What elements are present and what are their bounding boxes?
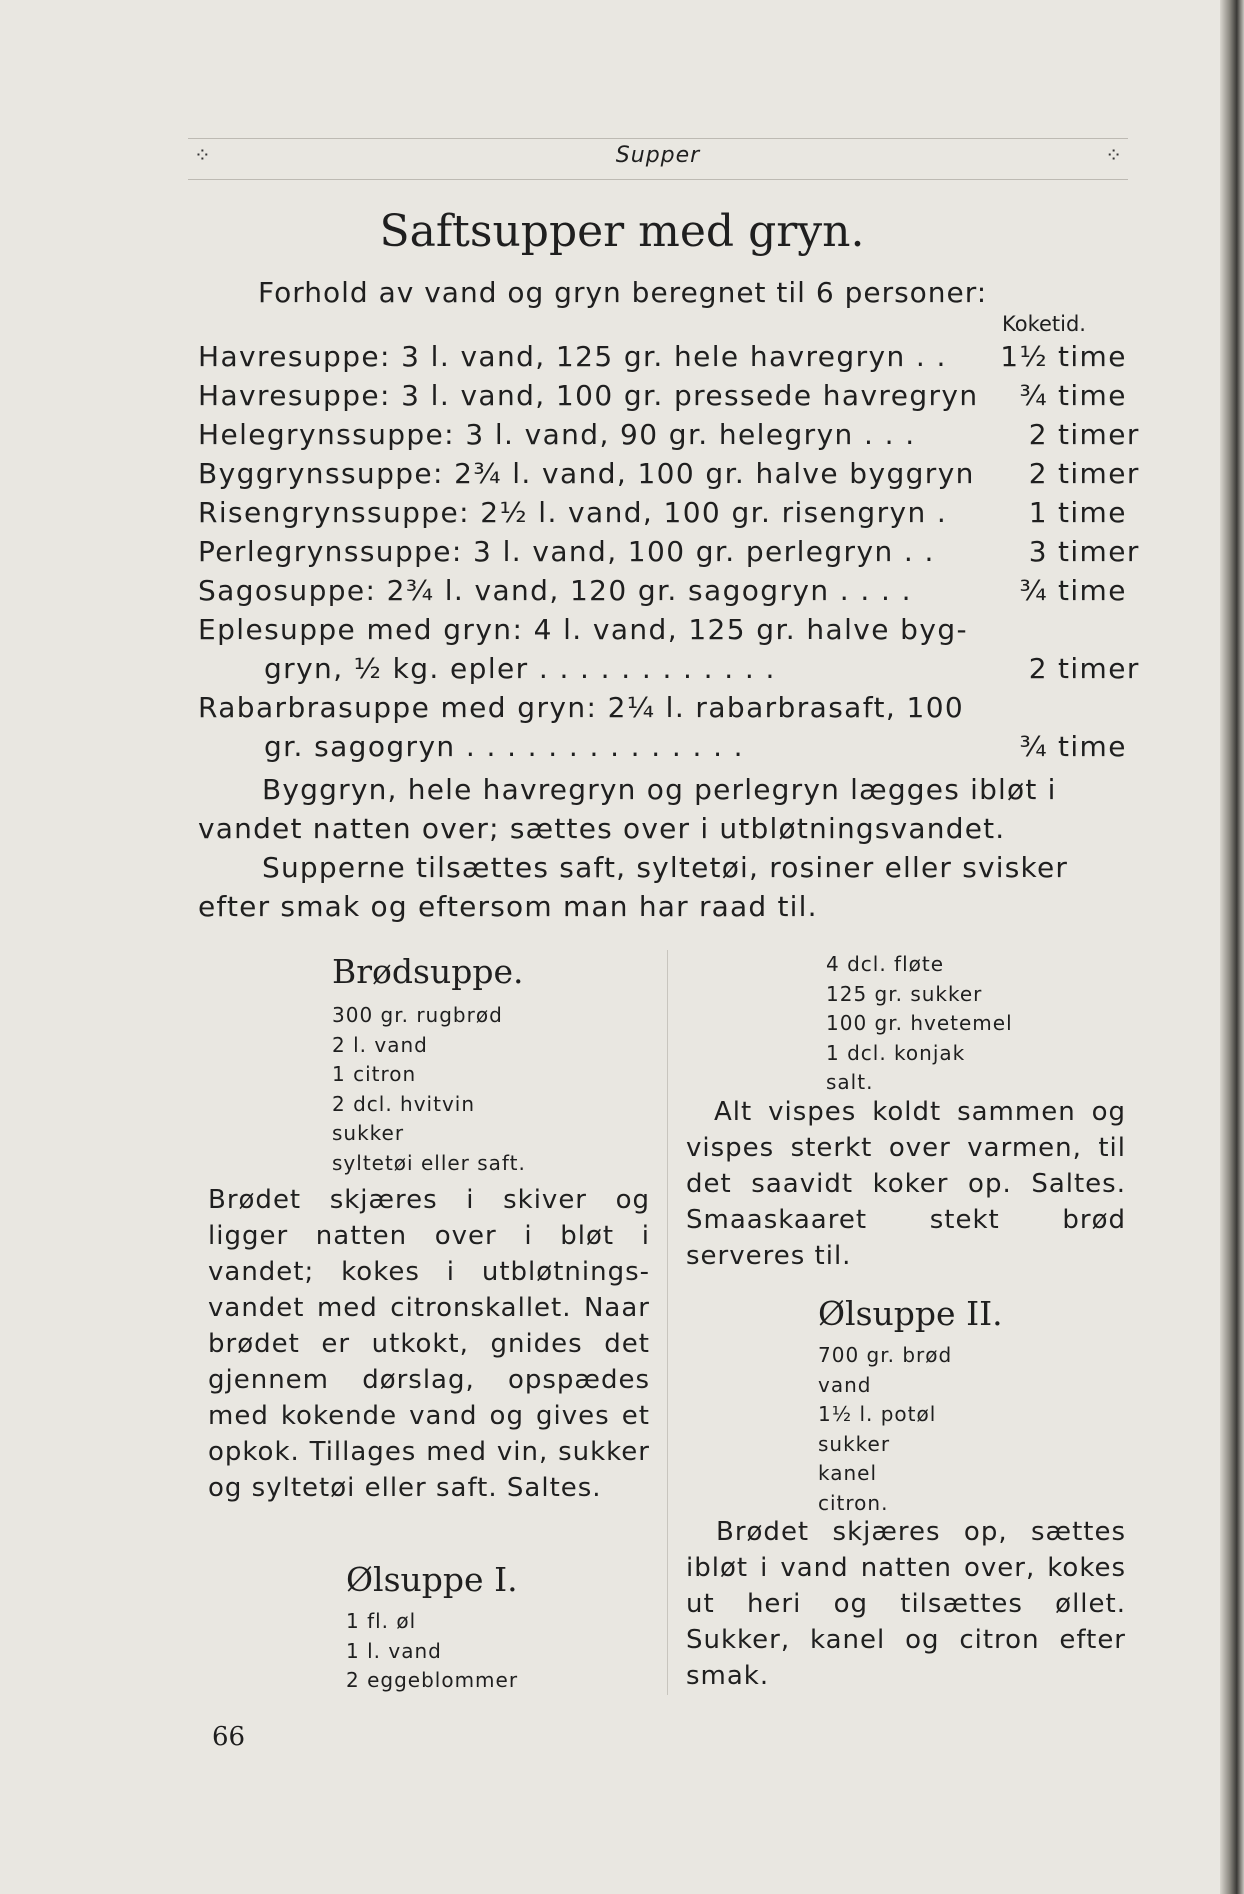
olsuppe1-ingredients-cont-block — [826, 950, 1013, 1098]
ingredient-item: 1½ l. potøl — [818, 1402, 937, 1426]
recipe-row — [198, 535, 1140, 574]
ingredient-item: 1 dcl. konjak — [826, 1040, 966, 1065]
olsuppe1-title: Ølsuppe I. — [346, 1560, 518, 1599]
cooking-time-unit: time — [1058, 340, 1127, 373]
column-divider — [667, 950, 668, 1695]
cooking-time — [986, 418, 1140, 451]
soaking-line-2: vandet natten over; sættes over i utbløtningsvandet. — [198, 812, 1006, 845]
olsuppe1-ingredients — [346, 1607, 518, 1696]
cooking-time — [986, 535, 1140, 568]
recipe-table — [198, 340, 1140, 769]
koketid-column-header: Koketid. — [1002, 312, 1086, 336]
soaking-paragraph — [198, 770, 1128, 848]
olsuppe2-block — [818, 1294, 1003, 1518]
ingredient-item: sukker — [332, 1121, 405, 1145]
cooking-time — [986, 730, 1126, 763]
cooking-time-unit: time — [1058, 730, 1127, 763]
cooking-time-quantity: 2 — [1028, 652, 1048, 685]
cooking-time-unit: timer — [1058, 535, 1140, 568]
cooking-time-quantity: ¾ — [1019, 574, 1048, 607]
running-head-title: Supper — [615, 143, 701, 168]
cooking-time-unit: timer — [1058, 652, 1140, 685]
serving-paragraph — [198, 848, 1128, 926]
recipe-row — [198, 613, 1134, 652]
cooking-time — [986, 379, 1126, 412]
brodsuppe-heading-block — [332, 952, 526, 1178]
cooking-time-unit: time — [1058, 379, 1127, 412]
ingredient-item: 125 gr. sukker — [826, 981, 983, 1006]
cooking-time-unit: time — [1058, 574, 1127, 607]
ingredient-item: 1 fl. øl — [346, 1609, 417, 1633]
recipe-text: Perlegrynssuppe: 3 l. vand, 100 gr. perlegryn . . — [198, 535, 935, 568]
intro-text: Forhold av vand og gryn beregnet til 6 personer: — [258, 276, 988, 309]
ingredient-item: 1 l. vand — [346, 1638, 442, 1663]
recipe-text: Risengrynssuppe: 2½ l. vand, 100 gr. risengryn . — [198, 496, 948, 529]
recipe-row — [198, 418, 1140, 457]
ingredient-item: syltetøi eller saft. — [332, 1150, 526, 1175]
cooking-time-unit: timer — [1058, 457, 1140, 490]
olsuppe1-method: Alt vispes koldt sammen og vispes sterkt over varmen, til det saavidt koker op. Saltes. Smaaskaaret stekt brød serveres til. — [686, 1097, 1126, 1271]
cooking-time-quantity: ¾ — [1019, 379, 1048, 412]
recipe-row — [198, 457, 1140, 496]
ingredient-item: 4 dcl. fløte — [826, 952, 945, 976]
ingredient-item: 2 l. vand — [332, 1032, 428, 1057]
recipe-text: Helegrynssuppe: 3 l. vand, 90 gr. helegryn . . . — [198, 418, 916, 451]
serving-line-2: efter smak og eftersom man har raad til. — [198, 890, 818, 923]
recipe-text: gr. sagogryn . . . . . . . . . . . . . . — [264, 730, 744, 763]
ingredient-item: vand — [818, 1372, 872, 1397]
serving-line-1: Supperne tilsættes saft, syltetøi, rosiner eller svisker — [262, 851, 1069, 884]
recipe-text: Eplesuppe med gryn: 4 l. vand, 125 gr. halve byg- — [198, 613, 968, 646]
cooking-time — [986, 652, 1140, 685]
ingredient-item: 1 citron — [332, 1062, 417, 1086]
recipe-row — [198, 340, 1134, 379]
cooking-time — [986, 496, 1126, 529]
recipe-text: gryn, ½ kg. epler . . . . . . . . . . . . — [264, 652, 776, 685]
ingredient-item: sukker — [818, 1431, 891, 1456]
ingredient-item: 100 gr. hvetemel — [826, 1011, 1013, 1035]
ingredient-item: citron. — [818, 1490, 889, 1515]
recipe-row — [198, 730, 1134, 769]
cooking-time-quantity: 3 — [1028, 535, 1048, 568]
page-number: 66 — [212, 1722, 246, 1752]
recipe-text: Sagosuppe: 2¾ l. vand, 120 gr. sagogryn . . . . — [198, 574, 912, 607]
ingredient-item: kanel — [818, 1461, 878, 1485]
cooking-time-quantity: 1 — [1028, 496, 1048, 529]
recipe-row — [198, 691, 1134, 730]
recipe-text: Havresuppe: 3 l. vand, 125 gr. hele havregryn . . — [198, 340, 947, 373]
ingredient-item: 300 gr. rugbrød — [332, 1003, 503, 1027]
cooking-time-quantity: 1½ — [1000, 340, 1048, 373]
cooking-time-quantity: ¾ — [1019, 730, 1048, 763]
cooking-time — [986, 340, 1126, 373]
olsuppe1-ingredients-cont — [826, 950, 1013, 1098]
page-title: Saftsupper med gryn. — [379, 206, 865, 257]
running-head — [188, 138, 1128, 180]
recipe-row — [198, 652, 1140, 691]
olsuppe1-block — [346, 1560, 518, 1696]
brodsuppe-title: Brødsuppe. — [332, 952, 524, 991]
recipe-row — [198, 574, 1134, 613]
soaking-line-1: Byggryn, hele havregryn og perlegryn lægges ibløt i — [262, 773, 1057, 806]
ornament-right-icon: ⁘ — [1105, 143, 1122, 167]
cooking-time-quantity: 2 — [1028, 457, 1048, 490]
olsuppe2-title: Ølsuppe II. — [818, 1294, 1003, 1333]
brodsuppe-method: Brødet skjæres i skiver og ligger natten over i bløt i vandet; kokes i utbløtnings-vandet med citronskallet. Naar brødet er utkokt, gnides det gjennem dørslag, opspædes med kokende vand og gives et opkok. Tillages med vin, sukker og syltetøi eller saft. Saltes. — [208, 1185, 650, 1503]
cooking-time-quantity: 2 — [1028, 418, 1048, 451]
recipe-text: Rabarbrasuppe med gryn: 2¼ l. rabarbrasaft, 100 — [198, 691, 965, 724]
olsuppe2-method: Brødet skjæres op, sættes ibløt i vand natten over, kokes ut heri og tilsættes øllet. Sukker, kanel og citron efter smak. — [686, 1517, 1126, 1691]
cooking-time — [986, 574, 1126, 607]
brodsuppe-ingredients — [332, 1001, 526, 1178]
recipe-text: Byggrynssuppe: 2¾ l. vand, 100 gr. halve byggryn — [198, 457, 975, 490]
cooking-time — [986, 457, 1140, 490]
cooking-time-unit: timer — [1058, 418, 1140, 451]
recipe-row — [198, 379, 1134, 418]
ingredient-item: 2 dcl. hvitvin — [332, 1091, 476, 1116]
recipe-text: Havresuppe: 3 l. vand, 100 gr. pressede havregryn — [198, 379, 979, 412]
ingredient-item: 700 gr. brød — [818, 1343, 953, 1367]
recipe-row — [198, 496, 1134, 535]
ornament-left-icon: ⁘ — [194, 143, 211, 167]
olsuppe2-ingredients — [818, 1341, 1003, 1518]
cooking-time-unit: time — [1058, 496, 1127, 529]
book-spine-edge — [1220, 0, 1244, 1894]
ingredient-item: 2 eggeblommer — [346, 1668, 519, 1692]
ingredient-item: salt. — [826, 1070, 874, 1094]
